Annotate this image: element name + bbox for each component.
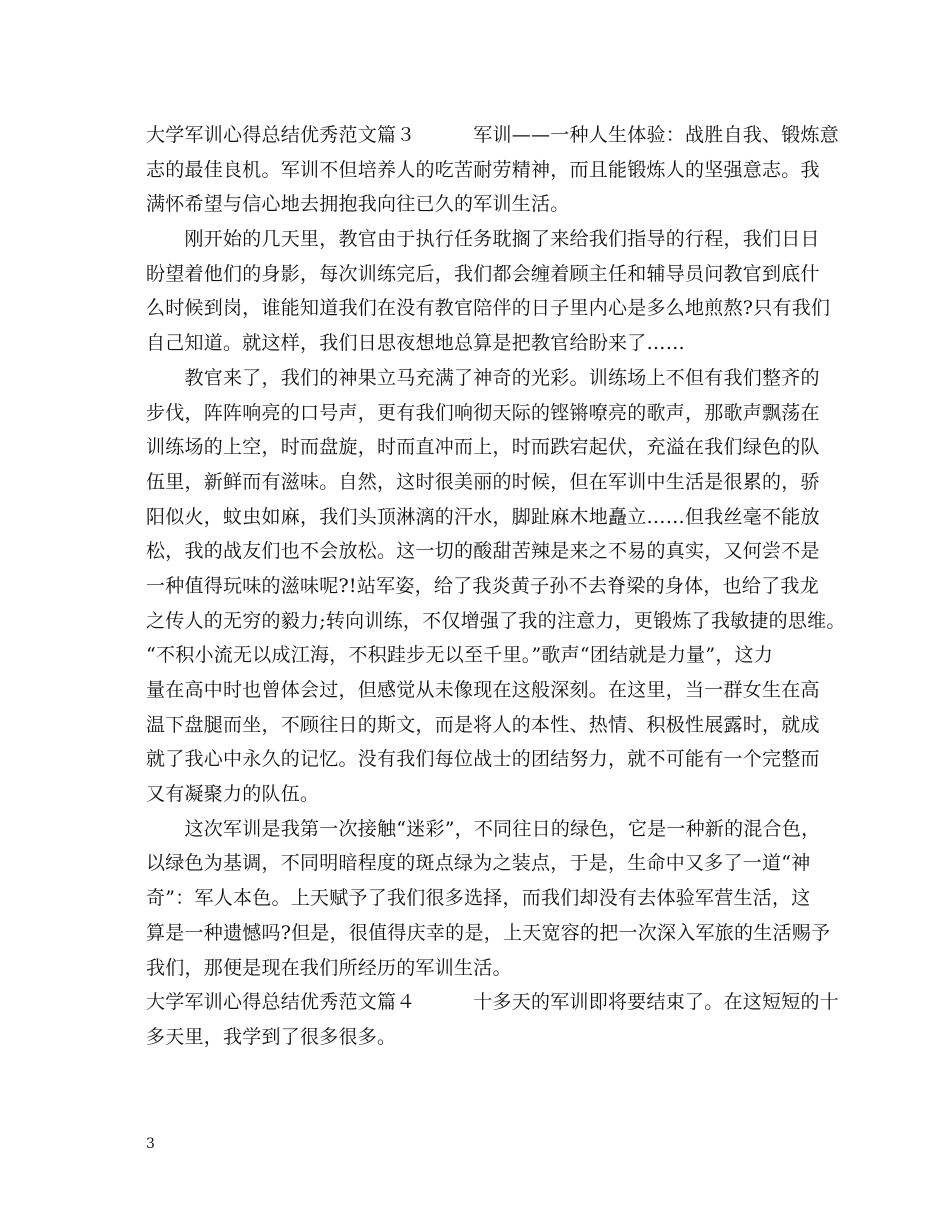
text-line: 多天里，我学到了很多很多。 xyxy=(146,1025,397,1048)
text-line: 满怀希望与信心地去拥抱我向往已久的军训生活。 xyxy=(146,193,570,216)
text-line: 这次军训是我第一次接触“迷彩”，不同往日的绿色，它是一种新的混合色， xyxy=(146,817,821,840)
text-line: 量在高中时也曾体会过，但感觉从未像现在这般深刻。在这里，当一群女生在高 xyxy=(146,679,820,701)
text-line: 盼望着他们的身影，每次训练完后，我们都会缠着顾主任和辅导员问教官到底什 xyxy=(146,262,820,285)
text-line: 步伐，阵阵响亮的口号声，更有我们响彻天际的铿锵嘹亮的歌声，那歌声飘荡在 xyxy=(146,401,820,424)
text-line: 之传人的无穷的毅力;转向训练，不仅增强了我的注意力，更锻炼了我敏捷的思维。 xyxy=(146,609,846,632)
text-line: 又有凝聚力的队伍。 xyxy=(146,783,320,806)
text-line: 就了我心中永久的记忆。没有我们每位战士的团结努力，就不可能有一个完整而 xyxy=(146,748,820,771)
text-line: 阳似火，蚊虫如麻，我们头顶淋漓的汗水，脚趾麻木地矗立……但我丝毫不能放 xyxy=(146,505,820,528)
text-line: 教官来了，我们的神果立马充满了神奇的光彩。训练场上不但有我们整齐的 xyxy=(146,366,820,389)
text-line: 以绿色为基调，不同明暗程度的斑点绿为之装点，于是，生命中又多了一道“神 xyxy=(146,852,811,875)
text-line: 刚开始的几天里，教官由于执行任务耽搁了来给我们指导的行程，我们日日 xyxy=(146,228,820,251)
text-line: 伍里，新鲜而有滋味。自然，这时很美丽的时候，但在军训中生活是很累的，骄 xyxy=(146,470,820,493)
text-line: 志的最佳良机。军训不但培养人的吃苦耐劳精神，而且能锻炼人的坚强意志。我 xyxy=(146,158,820,181)
page-number: 3 xyxy=(146,1136,155,1152)
text-line: 么时候到岗，谁能知道我们在没有教官陪伴的日子里内心是多么地煎熬?只有我们 xyxy=(146,297,831,320)
text-line: 训练场的上空，时而盘旋，时而直冲而上，时而跌宕起伏，充溢在我们绿色的队 xyxy=(146,436,820,459)
text-line: 温下盘腿而坐，不顾往日的斯文，而是将人的本性、热情、积极性展露时，就成 xyxy=(146,713,820,736)
text-line: 自己知道。就这样，我们日思夜想地总算是把教官给盼来了…… xyxy=(146,332,686,355)
text-line: “不积小流无以成江海，不积跬步无以至千里。”歌声“团结就是力量”，这力 xyxy=(146,644,774,667)
text-line: 奇”：军人本色。上天赋予了我们很多选择，而我们却没有去体验军营生活，这 xyxy=(146,887,811,910)
document-body xyxy=(146,118,846,1055)
text-line: 我们，那便是现在我们所经历的军训生活。 xyxy=(146,956,512,979)
text-line: 算是一种遗憾吗?但是，很值得庆幸的是，上天宽容的把一次深入军旅的生活赐予 xyxy=(146,921,831,944)
text-line: 大学军训心得总结优秀范文篇４ 十多天的军训即将要结束了。在这短短的十 xyxy=(146,991,840,1014)
text-line: 松，我的战友们也不会放松。这一切的酸甜苦辣是来之不易的真实，又何尝不是 xyxy=(146,540,820,563)
text-line: 大学军训心得总结优秀范文篇３ 军训——一种人生体验：战胜自我、锻炼意 xyxy=(146,124,840,146)
text-line: 一种值得玩味的滋味呢?!站军姿，给了我炎黄子孙不去脊梁的身体，也给了我龙 xyxy=(146,574,819,597)
